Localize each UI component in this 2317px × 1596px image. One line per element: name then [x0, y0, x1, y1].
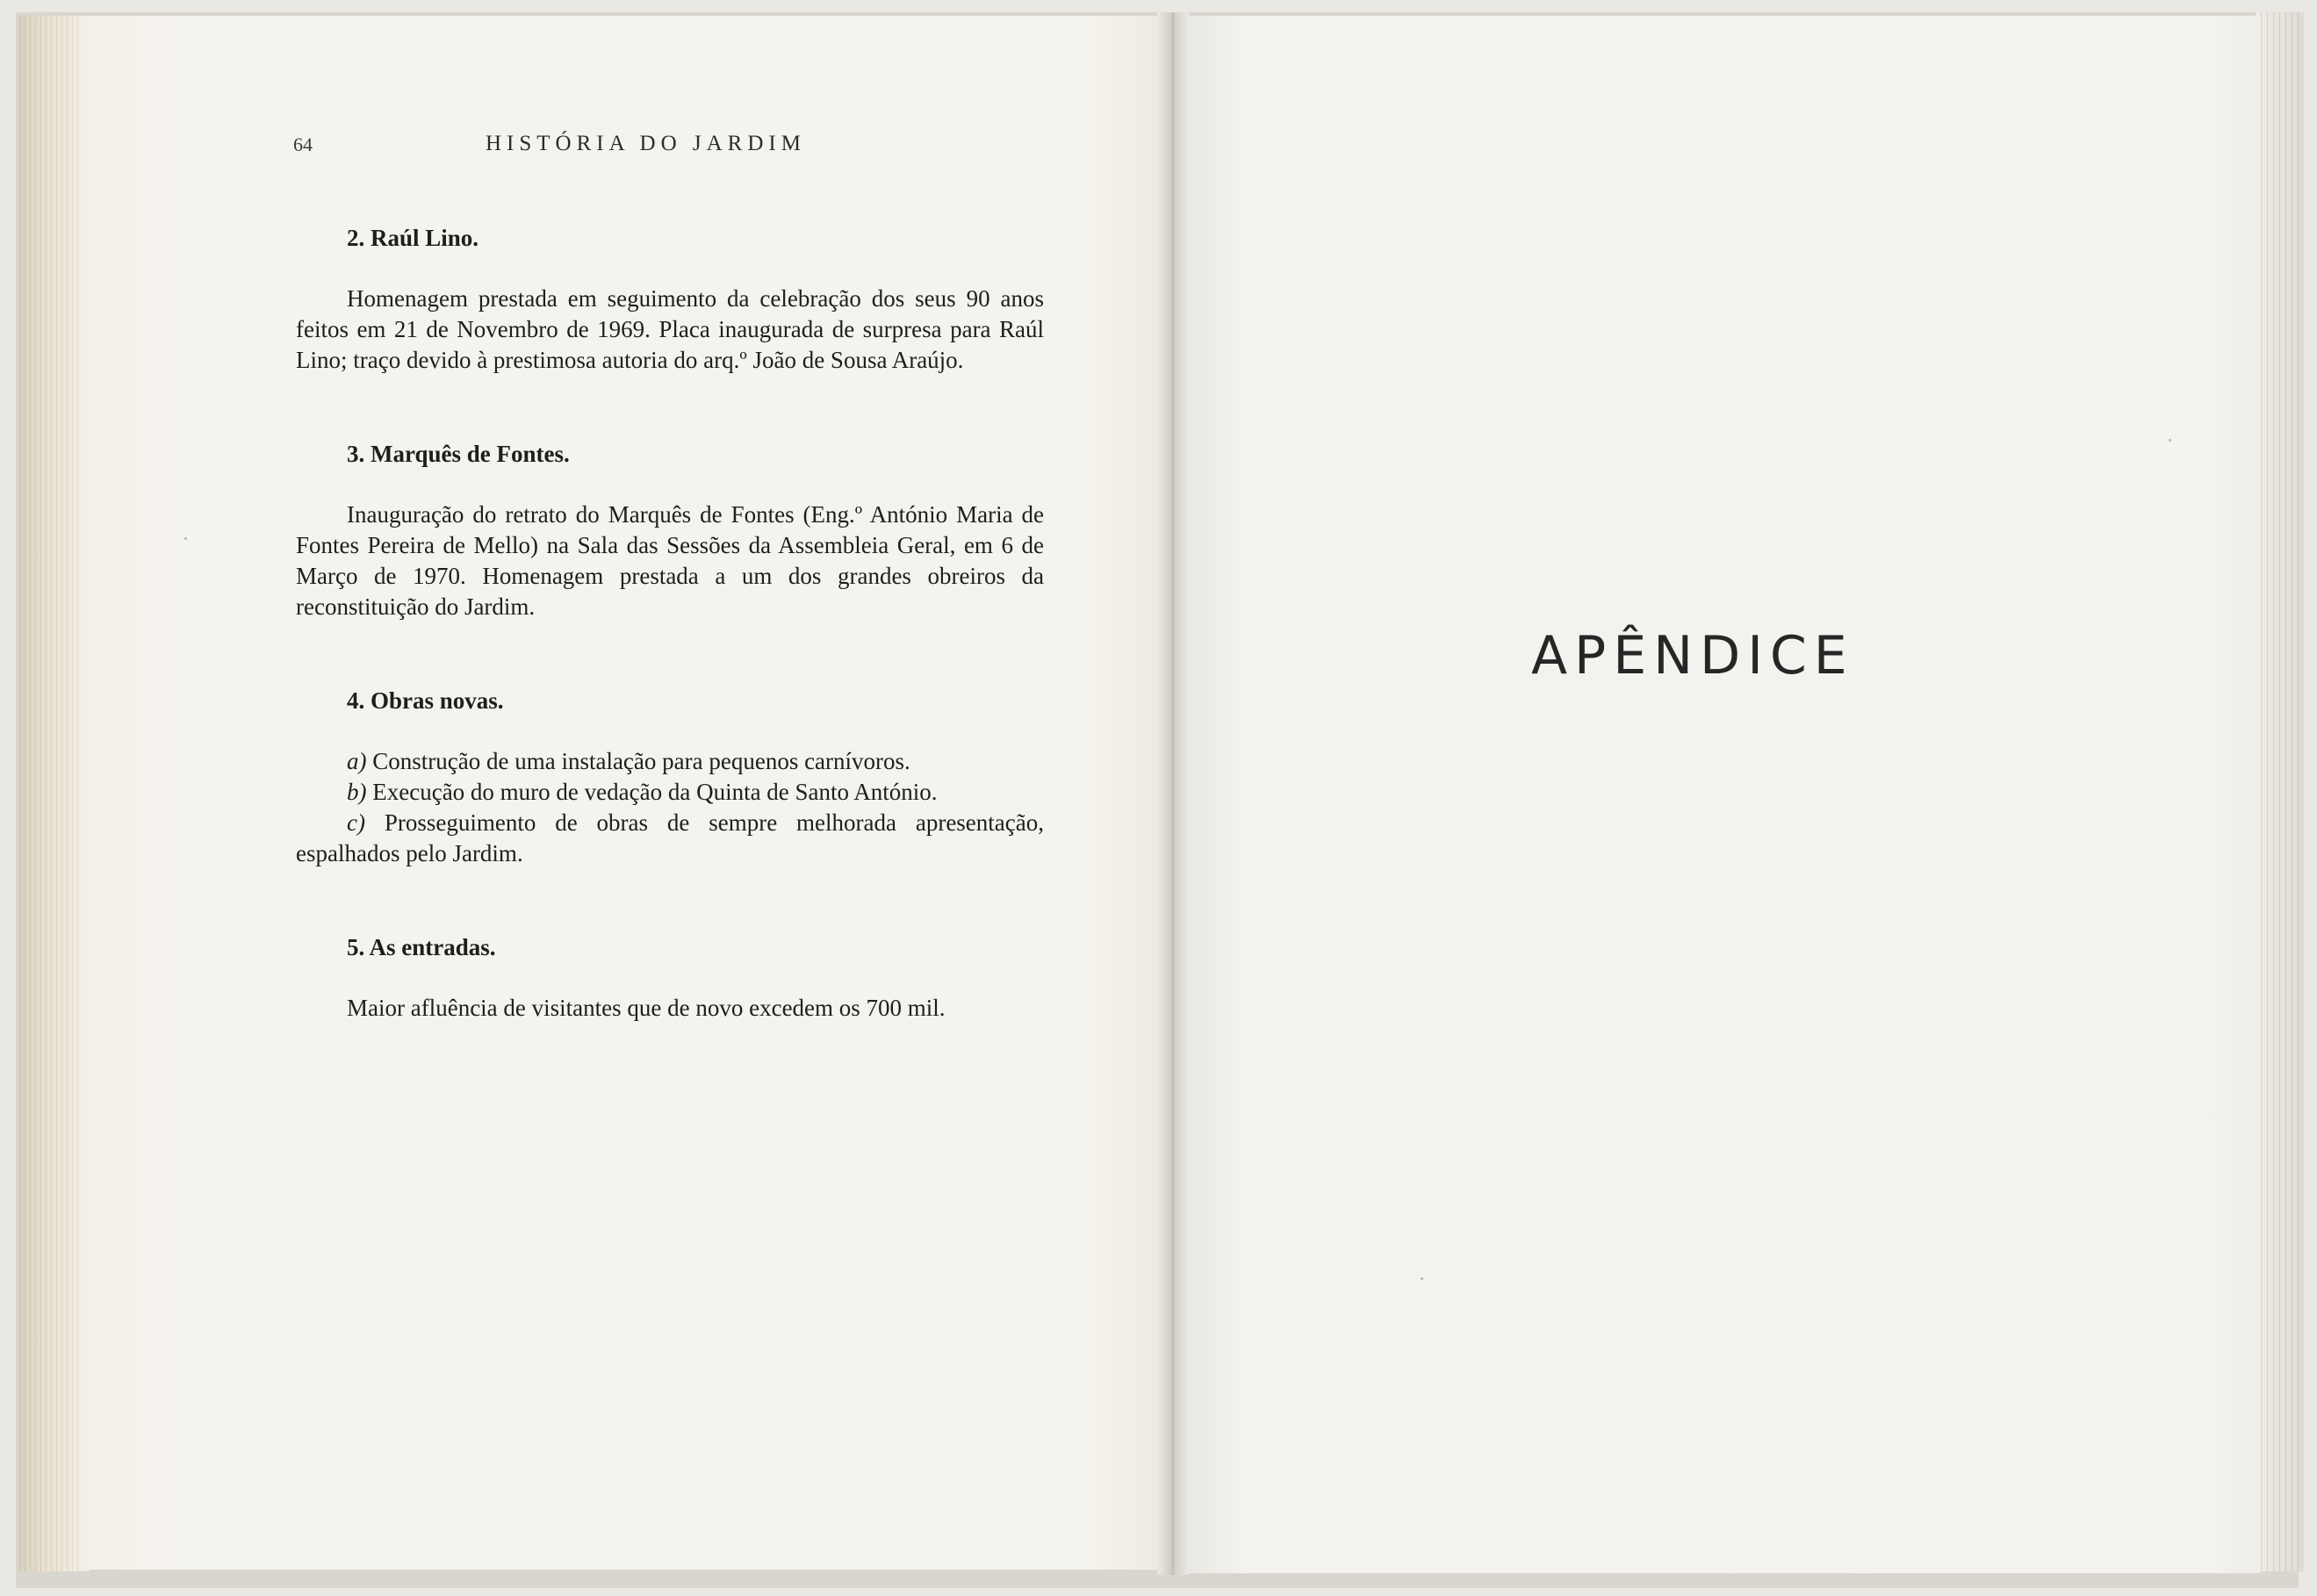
- right-page-edges: [2255, 12, 2304, 1571]
- paragraph-as-entradas: Maior afluência de visitantes que de novo excedem os 700 mil.: [347, 995, 946, 1021]
- section-heading-marques-de-fontes: 3. Marquês de Fontes.: [347, 441, 570, 467]
- paper-speck: [184, 537, 187, 540]
- list-item-a: [296, 746, 1044, 777]
- list-item-c: [296, 808, 1044, 869]
- list-text-b: Execução do muro de vedação da Quinta de Santo António.: [372, 779, 938, 805]
- paper-speck: [1421, 1277, 1423, 1280]
- appendix-title: APÊNDICE: [1531, 625, 1854, 687]
- section-heading-obras-novas: 4. Obras novas.: [347, 687, 504, 714]
- list-text-a: Construção de uma instalação para pequenos carnívoros.: [372, 748, 910, 774]
- list-marker-b: b): [347, 779, 367, 805]
- list-marker-c: c): [347, 809, 365, 836]
- list-marker-a: a): [347, 748, 367, 774]
- list-text-c: Prosseguimento de obras de sempre melhorada apresentação, espalhados pelo Jardim.: [296, 809, 1044, 866]
- book-gutter: [1157, 12, 1189, 1575]
- paragraph-marques-de-fontes: Inauguração do retrato do Marquês de Fontes (Eng.º António Maria de Fontes Pereira de Mello) na Sala das Sessões da Assembleia Geral, em 6 de Março de 1970. Homenagem prestada a um dos grandes obreiros da reconstituição do Jardim.: [296, 501, 1044, 620]
- right-page: [1181, 16, 2261, 1573]
- paper-speck: [2169, 439, 2171, 442]
- left-page-text: [296, 223, 1044, 1024]
- left-page-edges: [19, 16, 90, 1571]
- section-heading-raul-lino: 2. Raúl Lino.: [347, 225, 479, 251]
- page-number: 64: [293, 133, 313, 155]
- paragraph-raul-lino: Homenagem prestada em seguimento da celebração dos seus 90 anos feitos em 21 de Novembro de 1969. Placa inaugurada de surpresa para Raúl Lino; traço devido à prestimosa autoria do arq.º João de Sousa Araújo.: [296, 285, 1044, 373]
- list-item-b: [296, 777, 1044, 808]
- section-heading-as-entradas: 5. As entradas.: [347, 934, 496, 960]
- running-title: HISTÓRIA DO JARDIM: [486, 132, 806, 155]
